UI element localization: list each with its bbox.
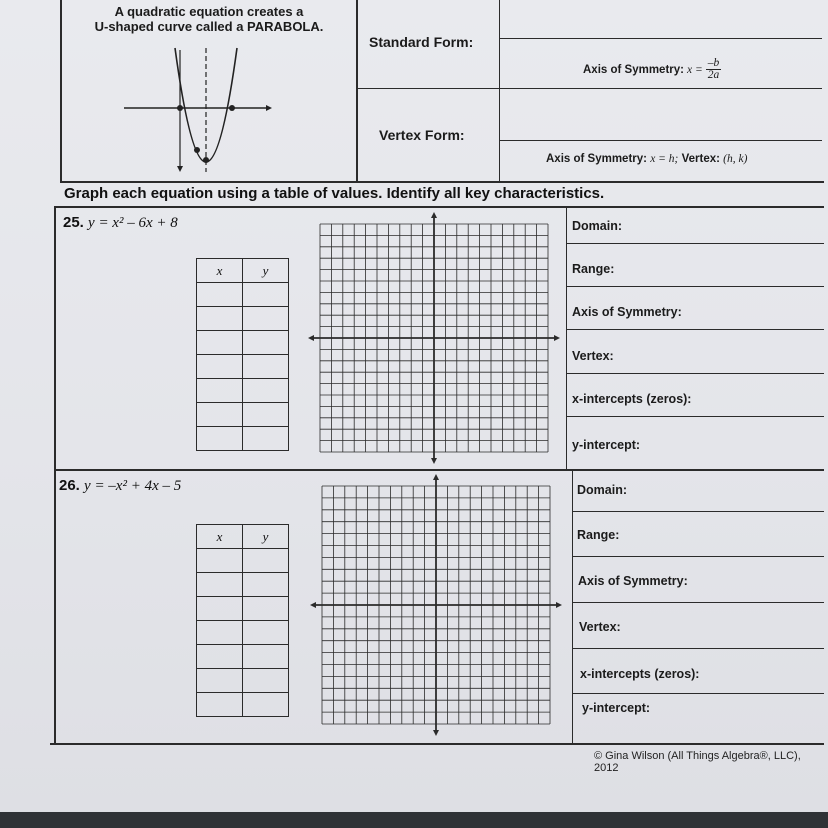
table-row xyxy=(197,645,289,669)
table-cell[interactable] xyxy=(197,403,243,427)
intro-text xyxy=(64,4,354,34)
x-axis-left-arrow xyxy=(310,602,316,608)
header-left-border xyxy=(60,0,62,182)
row-divider xyxy=(566,416,824,417)
problem-25-formula: y = x² – 6x + 8 xyxy=(88,215,178,231)
x-intercept-right-dot xyxy=(229,105,235,111)
problem-25-number: 25. xyxy=(63,214,84,231)
row-divider xyxy=(572,511,824,512)
table-cell[interactable] xyxy=(243,645,289,669)
table-cell[interactable] xyxy=(243,573,289,597)
table-cell[interactable] xyxy=(243,669,289,693)
standard-form-label: Standard Form: xyxy=(369,34,474,50)
x-intercept-left-dot xyxy=(177,105,183,111)
axis-symmetry-standard-formula: x = xyxy=(686,63,703,76)
problem-25-characteristics xyxy=(566,208,824,469)
table-header-row xyxy=(197,525,289,549)
copyright-footer: © Gina Wilson (All Things Algebra®, LLC), 2012 xyxy=(594,750,801,774)
axis-of-symmetry-label: Axis of Symmetry: xyxy=(578,574,688,588)
range-label: Range: xyxy=(572,262,615,276)
problem-26-table xyxy=(196,524,289,717)
table-cell[interactable] xyxy=(197,645,243,669)
table-cell[interactable] xyxy=(243,379,289,403)
table-row xyxy=(197,331,289,355)
table-cell[interactable] xyxy=(197,331,243,355)
axis-symmetry-vertex-label: Axis of Symmetry: xyxy=(546,153,647,165)
standard-axis-divider xyxy=(499,38,822,39)
table-header-x: x xyxy=(197,259,243,283)
x-intercepts-label: x-intercepts (zeros): xyxy=(580,667,700,681)
table-cell[interactable] xyxy=(197,693,243,717)
coordinate-grid-svg xyxy=(310,474,562,736)
row-divider xyxy=(572,556,824,557)
table-header-x: x xyxy=(197,525,243,549)
vertex-dot xyxy=(203,157,209,163)
row-divider xyxy=(566,286,824,287)
table-row xyxy=(197,307,289,331)
problem-25-equation xyxy=(63,214,178,232)
table-cell[interactable] xyxy=(243,549,289,573)
row-divider xyxy=(572,648,824,649)
vertex-formula: (h, k) xyxy=(723,153,748,165)
form-row-divider xyxy=(356,88,822,89)
y-axis-down-arrow xyxy=(431,458,437,464)
table-cell[interactable] xyxy=(197,283,243,307)
row-divider xyxy=(566,373,824,374)
problem-25-coordinate-grid[interactable] xyxy=(308,212,560,464)
axis-symmetry-vertex-formula: x = h; xyxy=(650,153,679,165)
table-row xyxy=(197,621,289,645)
table-cell[interactable] xyxy=(243,427,289,451)
y-axis-up-arrow xyxy=(431,212,437,218)
axis-symmetry-standard xyxy=(583,58,721,81)
table-cell[interactable] xyxy=(243,283,289,307)
table-cell[interactable] xyxy=(243,307,289,331)
parabola-illustration xyxy=(120,44,272,178)
x-axis-right-arrow xyxy=(554,335,560,341)
row-divider xyxy=(566,243,824,244)
table-cell[interactable] xyxy=(243,403,289,427)
table-row xyxy=(197,355,289,379)
table-cell[interactable] xyxy=(197,379,243,403)
problem-25-table xyxy=(196,258,289,451)
row-divider xyxy=(572,602,824,603)
intro-line-2: U-shaped curve called a PARABOLA. xyxy=(94,19,324,34)
row-divider xyxy=(566,329,824,330)
table-row xyxy=(197,597,289,621)
y-axis-down-arrow xyxy=(433,730,439,736)
table-header-row xyxy=(197,259,289,283)
table-row xyxy=(197,573,289,597)
table-cell[interactable] xyxy=(197,597,243,621)
problem-26-equation xyxy=(59,477,181,495)
form-label-divider xyxy=(499,0,500,182)
problem-26-formula: y = –x² + 4x – 5 xyxy=(84,478,182,494)
axis-symmetry-vertex xyxy=(546,153,747,165)
row-divider xyxy=(572,693,824,694)
y-axis-arrow xyxy=(177,166,183,172)
table-row xyxy=(197,283,289,307)
table-header-y: y xyxy=(243,525,289,549)
header-divider xyxy=(356,0,358,182)
y-intercept-dot xyxy=(194,147,200,153)
axis-of-symmetry-label: Axis of Symmetry: xyxy=(572,305,682,319)
frame-bottom-border xyxy=(50,743,824,745)
domain-label: Domain: xyxy=(577,483,627,497)
table-cell[interactable] xyxy=(243,597,289,621)
vertex-axis-divider xyxy=(499,140,822,141)
axis-symmetry-standard-label: Axis of Symmetry: xyxy=(583,63,684,76)
table-cell[interactable] xyxy=(197,427,243,451)
problem-26-coordinate-grid[interactable] xyxy=(310,474,562,736)
photo-background-edge xyxy=(0,812,828,828)
table-cell[interactable] xyxy=(197,549,243,573)
x-axis-right-arrow xyxy=(556,602,562,608)
table-cell[interactable] xyxy=(197,307,243,331)
fraction-numerator: –b xyxy=(707,57,720,69)
table-row xyxy=(197,549,289,573)
x-axis-left-arrow xyxy=(308,335,314,341)
table-cell[interactable] xyxy=(197,573,243,597)
table-cell[interactable] xyxy=(197,669,243,693)
problem-26-characteristics xyxy=(572,471,824,743)
fraction-denominator: 2a xyxy=(707,69,720,81)
range-label: Range: xyxy=(577,528,620,542)
table-header-y: y xyxy=(243,259,289,283)
intro-line-1: A quadratic equation creates a xyxy=(114,4,304,19)
domain-label: Domain: xyxy=(572,219,622,233)
table-row xyxy=(197,669,289,693)
y-intercept-label: y-intercept: xyxy=(582,701,651,715)
vertex-label: Vertex: xyxy=(572,349,614,363)
table-cell[interactable] xyxy=(243,331,289,355)
header-bottom-border xyxy=(60,181,824,183)
vertex-form-label: Vertex Form: xyxy=(379,127,465,143)
vertex-label: Vertex: xyxy=(681,153,720,165)
instructions: Graph each equation using a table of values. Identify all key characteristics. xyxy=(64,185,605,202)
problem-26-number: 26. xyxy=(59,477,80,494)
y-intercept-label: y-intercept: xyxy=(572,438,641,452)
table-row xyxy=(197,379,289,403)
table-row xyxy=(197,403,289,427)
y-axis-up-arrow xyxy=(433,474,439,480)
vertex-label: Vertex: xyxy=(579,620,621,634)
table-row xyxy=(197,693,289,717)
table-cell[interactable] xyxy=(243,693,289,717)
table-cell[interactable] xyxy=(243,621,289,645)
x-axis-arrow xyxy=(266,105,272,111)
table-cell[interactable] xyxy=(243,355,289,379)
coordinate-grid-svg xyxy=(308,212,560,464)
fraction xyxy=(706,58,722,81)
frame-left-border xyxy=(54,206,56,744)
table-cell[interactable] xyxy=(197,355,243,379)
table-row xyxy=(197,427,289,451)
x-intercepts-label: x-intercepts (zeros): xyxy=(572,392,692,406)
table-cell[interactable] xyxy=(197,621,243,645)
